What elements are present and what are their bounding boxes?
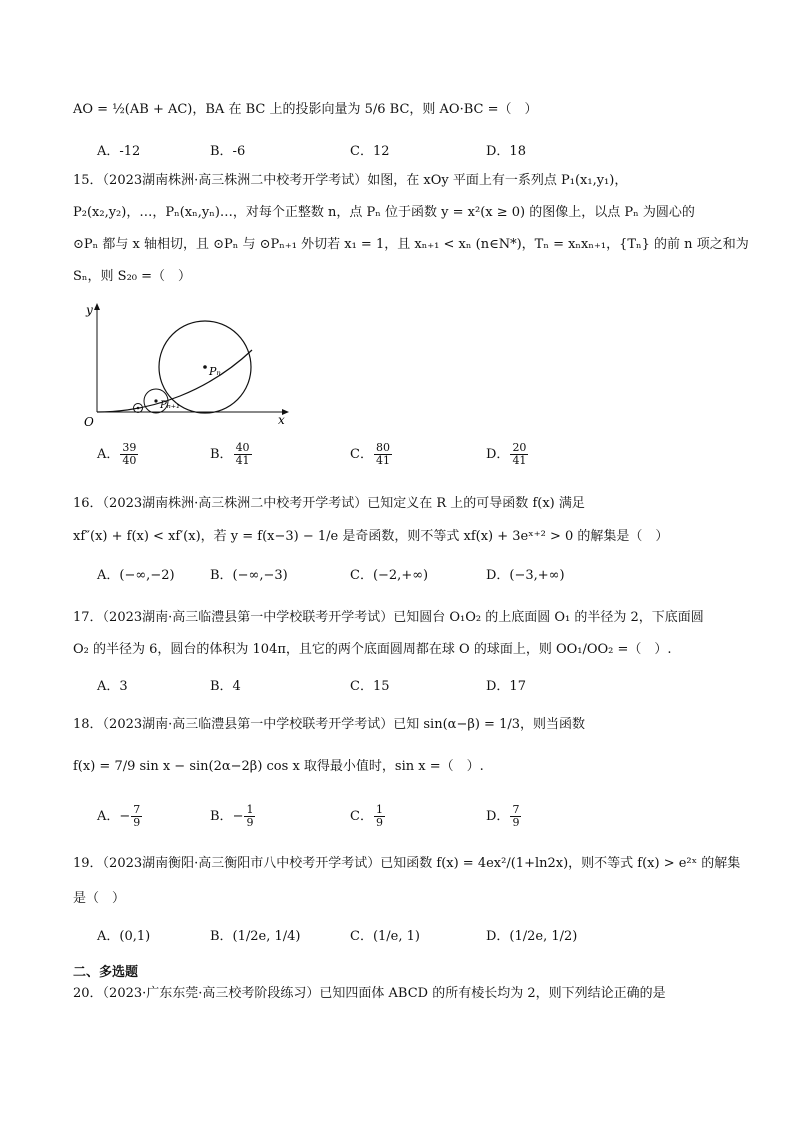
circle-small-center: [137, 407, 140, 410]
option-letter: C．: [350, 447, 373, 462]
option-fraction: $\frac{7}{9}$: [133, 803, 141, 829]
q15-stem-line3: ⊙Pₙ 都与 x 轴相切，且 ⊙Pₙ 与 ⊙Pₙ₊₁ 外切若 x₁ = 1，且 xₙ₊₁ < xₙ (n∈N*)，Tₙ = xₙxₙ₊₁，{Tₙ} 的前 n 项之和为: [73, 237, 749, 252]
q14-option-b[interactable]: B．-6: [210, 144, 246, 159]
option-letter: D．: [486, 809, 510, 824]
section-heading-multi-choice: 二、多选题: [73, 965, 139, 980]
q15-stem-line2: P₂(x₂,y₂)，…，Pₙ(xₙ,yₙ)…，对每个正整数 n，点 Pₙ 位于函数 y = x²(x ≥ 0) 的图像上，以点 Pₙ 为圆心的: [73, 205, 695, 220]
q17-option-b[interactable]: B．4: [210, 679, 241, 694]
q15-stem-line4: Sₙ，则 S₂₀ =（ ）: [73, 269, 192, 284]
q18-option-b[interactable]: [210, 804, 256, 829]
option-letter: B．: [210, 447, 233, 462]
q17-stem-line2: O₂ 的半径为 6，圆台的体积为 104π，且它的两个底面圆周都在球 O 的球面上，则 OO₁/OO₂ =（ ）.: [73, 642, 672, 657]
point-pn: [203, 365, 207, 369]
option-fraction: $\frac{20}{41}$: [512, 441, 527, 467]
q14-option-c[interactable]: C．12: [350, 144, 390, 159]
q17-option-c[interactable]: C．15: [350, 679, 390, 694]
option-fraction: $\frac{80}{41}$: [375, 441, 390, 467]
q20-stem-line1: 20．（2023·广东东莞·高三校考阶段练习）已知四面体 ABCD 的所有棱长均为 2，则下列结论正确的是: [73, 986, 666, 1001]
q18-stem-line2: f(x) = 7/9 sin x − sin(2α−2β) cos x 取得最小值时，sin x =（ ）.: [73, 759, 484, 774]
option-letter: B．: [210, 809, 233, 824]
q15-option-a[interactable]: [97, 442, 139, 467]
q17-option-a[interactable]: A．3: [97, 679, 128, 694]
q17-option-d[interactable]: D．17: [486, 679, 526, 694]
y-axis-label: y: [86, 303, 93, 317]
q18-stem-line1: 18．（2023湖南·高三临澧县第一中学校联考开学考试）已知 sin(α−β) = 1/3，则当函数: [73, 717, 586, 732]
origin-label: O: [84, 415, 94, 429]
point-pn1: [154, 399, 157, 402]
q16-option-d[interactable]: D．(−3,+∞): [486, 568, 565, 583]
q15-figure: [70, 300, 300, 430]
option-fraction: $\frac{1}{9}$: [375, 803, 383, 829]
q15-stem-line1: 15．（2023湖南株洲·高三株洲二中校考开学考试）如图，在 xOy 平面上有一系列点 P₁(x₁,y₁)，: [73, 173, 628, 188]
option-sign: −: [232, 809, 244, 824]
q16-stem-line2: xf″(x) + f(x) < xf′(x)，若 y = f(x−3) − 1/e 是奇函数，则不等式 xf(x) + 3eˣ⁺² > 0 的解集是（ ）: [73, 529, 669, 544]
x-axis-label: x: [278, 413, 285, 427]
q19-option-b[interactable]: B．(1/2e, 1/4): [210, 929, 301, 944]
q19-option-a[interactable]: A．(0,1): [97, 929, 151, 944]
y-axis-arrow-icon: [94, 303, 100, 310]
q15-option-d[interactable]: [486, 442, 529, 467]
q16-stem-line1: 16．（2023湖南株洲·高三株洲二中校考开学考试）已知定义在 R 上的可导函数 f(x) 满足: [73, 496, 585, 511]
option-fraction: $\frac{40}{41}$: [235, 441, 250, 467]
q19-option-c[interactable]: C．(1/e, 1): [350, 929, 420, 944]
option-fraction: $\frac{39}{40}$: [122, 441, 137, 467]
q14-stem: AO = ½(AB + AC)，BA 在 BC 上的投影向量为 5/6 BC，则 AO·BC =（ ）: [73, 102, 538, 117]
option-sign: −: [119, 809, 131, 824]
q18-option-a[interactable]: [97, 804, 143, 829]
q14-option-a[interactable]: A．-12: [97, 144, 141, 159]
q15-option-b[interactable]: [210, 442, 253, 467]
q17-stem-line1: 17．（2023湖南·高三临澧县第一中学校联考开学考试）已知圆台 O₁O₂ 的上底面圆 O₁ 的半径为 2，下底面圆: [73, 610, 704, 625]
option-fraction: $\frac{7}{9}$: [512, 803, 520, 829]
pn-label: Pₙ: [209, 365, 221, 378]
q14-option-d[interactable]: D．18: [486, 144, 526, 159]
q15-option-c[interactable]: [350, 442, 393, 467]
option-letter: C．: [350, 809, 373, 824]
option-letter: A．: [97, 447, 120, 462]
option-letter: D．: [486, 447, 510, 462]
q16-option-b[interactable]: B．(−∞,−3): [210, 568, 288, 583]
option-letter: A．: [97, 809, 120, 824]
option-fraction: $\frac{1}{9}$: [246, 803, 254, 829]
q18-option-d[interactable]: [486, 804, 522, 829]
q16-option-c[interactable]: C．(−2,+∞): [350, 568, 429, 583]
q19-stem-line1: 19．（2023湖南衡阳·高三衡阳市八中校考开学考试）已知函数 f(x) = 4ex²/(1+ln2x)，则不等式 f(x) > e²ˣ 的解集: [73, 856, 741, 871]
q19-option-d[interactable]: D．(1/2e, 1/2): [486, 929, 578, 944]
q18-option-c[interactable]: [350, 804, 386, 829]
pn1-label: Pₙ₊₁: [160, 400, 181, 411]
q16-option-a[interactable]: A．(−∞,−2): [97, 568, 175, 583]
q19-stem-line2: 是（ ）: [73, 891, 126, 906]
